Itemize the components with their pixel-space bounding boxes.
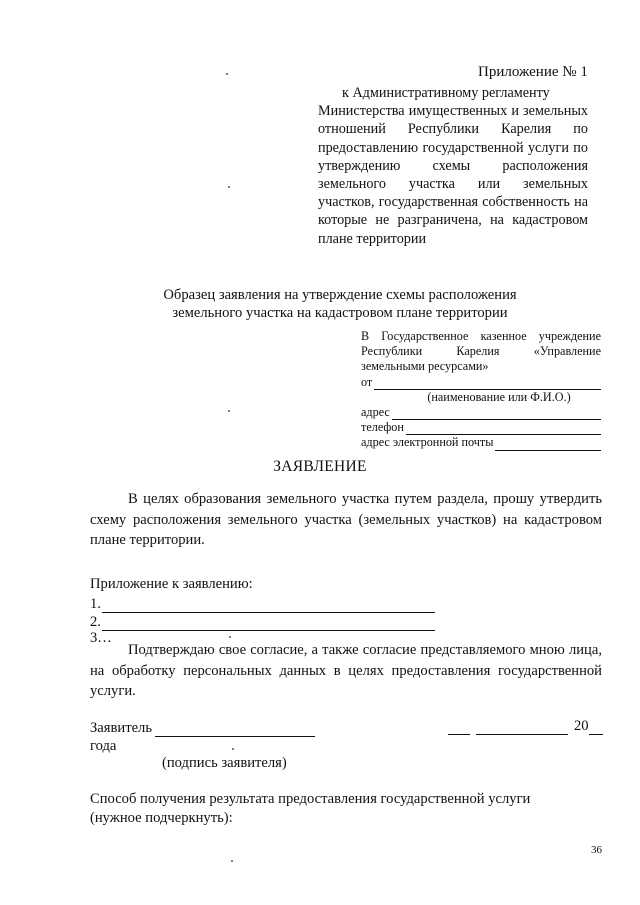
attachment-item-1 bbox=[90, 596, 435, 613]
addressee-block bbox=[361, 329, 601, 451]
scan-dot bbox=[228, 410, 230, 412]
attachment-number-1: 1. bbox=[90, 596, 101, 612]
from-row bbox=[361, 375, 601, 390]
scan-dot bbox=[232, 748, 234, 750]
sample-heading bbox=[140, 286, 540, 322]
email-label: адрес электронной почты bbox=[361, 435, 494, 450]
appendix-title: Приложение № 1 bbox=[478, 64, 588, 80]
phone-label: телефон bbox=[361, 420, 404, 435]
attachments-title: Приложение к заявлению: bbox=[90, 576, 253, 592]
method-line2: (нужное подчеркнуть): bbox=[90, 809, 233, 826]
application-title: ЗАЯВЛЕНИЕ bbox=[273, 458, 367, 475]
email-row bbox=[361, 435, 601, 450]
name-hint: (наименование или Ф.И.О.) bbox=[427, 389, 571, 404]
email-field[interactable] bbox=[495, 439, 601, 451]
sample-heading-line2: земельного участка на кадастровом плане территории bbox=[172, 305, 508, 321]
attachment-field-1[interactable] bbox=[102, 598, 435, 613]
address-row bbox=[361, 405, 601, 420]
appendix-rest: Министерства имущественных и земельных отношений Республики Карелия по предоставлению государственной услуги по утверждению схемы расположения земельного участка или земельных участков, государственная собственность на которые не разграничена, на кадастровом плане территории bbox=[318, 103, 588, 247]
scan-dot bbox=[231, 860, 233, 862]
request-paragraph: В целях образования земельного участка путем раздела, прошу утвердить схему расположения земельного участка (земельных участков) на кадастровом плане территории. bbox=[90, 491, 602, 548]
address-field[interactable] bbox=[392, 408, 601, 420]
sample-heading-line1: Образец заявления на утверждение схемы расположения bbox=[163, 287, 517, 303]
method-line1: Способ получения результата предоставления государственной услуги bbox=[90, 791, 531, 807]
phone-row bbox=[361, 420, 601, 435]
appendix-first-line: к Административному регламенту bbox=[342, 85, 550, 101]
year-prefix: 20 bbox=[574, 718, 589, 734]
scan-dot bbox=[228, 186, 230, 188]
year-field[interactable] bbox=[589, 720, 603, 735]
attachment-field-2[interactable] bbox=[102, 616, 435, 631]
from-label: от bbox=[361, 374, 373, 389]
scan-dot bbox=[229, 636, 231, 638]
scan-dot bbox=[226, 73, 228, 75]
appendix-body bbox=[318, 84, 588, 248]
attachment-number-3: 3… bbox=[90, 630, 112, 646]
address-label: адрес bbox=[361, 405, 390, 420]
date-block bbox=[448, 718, 603, 735]
signature-hint: (подпись заявителя) bbox=[162, 755, 287, 771]
attachment-item-2 bbox=[90, 614, 435, 631]
signature-field[interactable] bbox=[155, 722, 315, 737]
phone-field[interactable] bbox=[406, 423, 601, 435]
page-number: 36 bbox=[591, 844, 602, 856]
signature-row bbox=[90, 720, 315, 737]
from-field[interactable] bbox=[374, 378, 601, 390]
year-word: года bbox=[90, 738, 117, 754]
date-month-field[interactable] bbox=[476, 720, 568, 735]
attachment-number-2: 2. bbox=[90, 614, 101, 630]
method-paragraph bbox=[90, 790, 560, 827]
consent-paragraph: Подтверждаю свое согласие, а также согласие представляемого мною лица, на обработку персональных данных в целях предоставления государственной услуги. bbox=[90, 642, 602, 699]
date-day-field[interactable] bbox=[448, 720, 470, 735]
applicant-label: Заявитель bbox=[90, 720, 152, 736]
addressee-organization: В Государственное казенное учреждение Республики Карелия «Управление земельными ресурсами» bbox=[361, 329, 601, 374]
